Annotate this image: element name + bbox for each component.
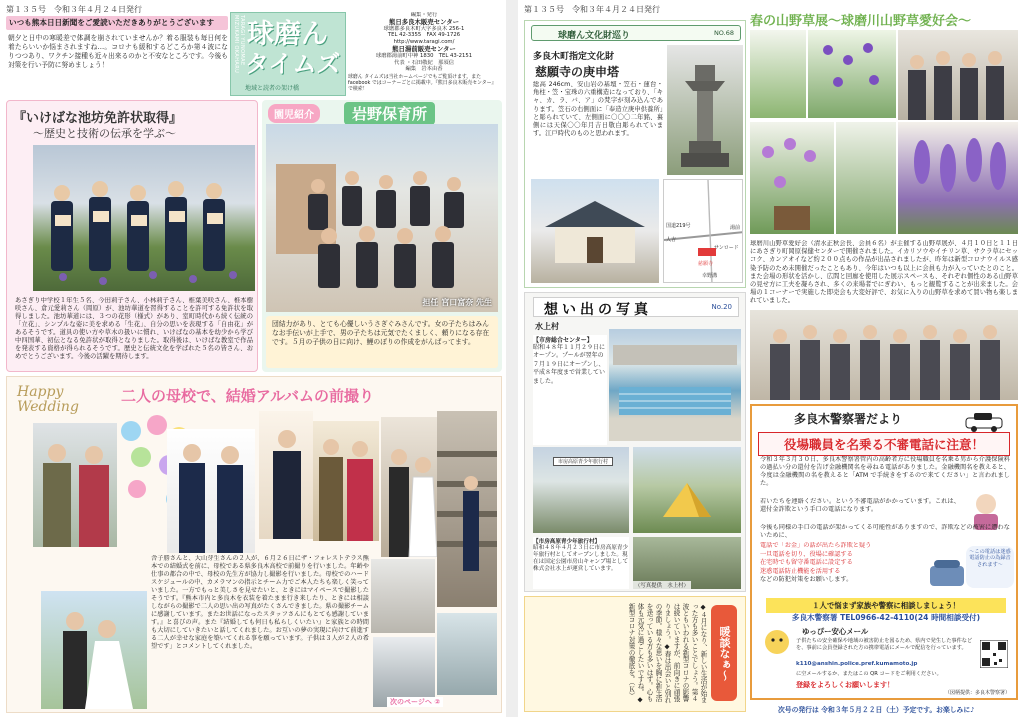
logo-title-line2: タイムズ	[245, 50, 341, 78]
spring-section	[750, 8, 1018, 400]
publisher-note: 球磨ん タイムズは当社ホームページでもご覧頂けます。また facebook ではコーナーごとに掲載中。『熊日多良木販売センター』で検索！	[348, 74, 497, 93]
culture-map-illustration	[664, 180, 743, 283]
memories-caption1-title: 【市房総合センター】	[533, 337, 593, 344]
thanks-banner-text: いつも熊本日日新聞をご愛読いただきありがとうございます	[9, 18, 215, 27]
police-body2: 若いたちを連絡ください。という不審電話がかかっています。これは、還付金詐欺という手口の電話になります。	[760, 498, 960, 513]
wedding-body: 舎子勝さんと、大山芽生さんの２人が、６月２６日にザ・フォレストテラス熊本での結婚式を前に、母校である県多良木高校で前撮りを行いました。年齢や仕事の都合の中で、母校の先生方が協力し撮影を行いました。母校でのハードスケジュールの中、カメラマンの指示とチーム力でご本人たちも楽しく笑っていました。一方でもっと美しさを見せたいと、ときにはマイペースで撮影したそうです。『熊本市内と多良木を衣装を着たまま行き来したり、ときには相談しながらの撮影で二人の思い出の写真がたくさんできました。県の撮影チームに感謝しています。またお世話になったスタッフさんにもとても感謝しています。』と喜びの声。また『結婚しても何日も私らしくいたい』と家族との時間も大切にしていきたいと話してくれました。お互いの夢の実現に向けて前進する二人が幸せな家庭を築いてくれる事を願っています。子供は３人が２人の希望です」とコメントしてくれました。	[151, 555, 369, 650]
culture-section	[524, 20, 746, 288]
wedding-next-page[interactable]: 次のページへ ②	[387, 697, 443, 707]
spring-photo-group	[750, 310, 1018, 400]
police-tips-tail: などの防犯対策をお願いします。	[760, 576, 853, 584]
greeting-text: 朝夕と日中の寒暖差で体調を崩されていませんか？着る服装も毎日何を着たらいいか悩まされますね…。コロナも緩和するどころか第４波になりつつあり、ワクチン接種も近々出来るのかと不安なところです。今後も対策を行い予防に努めましょう！	[8, 34, 228, 69]
logo	[230, 12, 346, 96]
telephone-icon	[926, 556, 968, 588]
essay-text: ◆４月になり、新しい生活が始まった方も多いことでしょう。第４波ともいわれる新型コロナの影響は続いていますが、前向きに頑張りましょう。◆春は出会いと別れの季節。様々な思いを胸に新生活を送っている方も多いはず。心も体も元気に過ごしたいですね。◆新型コロナ対策の徹底を。（Ｋ）	[627, 603, 707, 704]
spring-title: 春の山野草展～球磨川山野草愛好会～	[750, 14, 972, 29]
nursery-body-box	[266, 316, 498, 368]
group-illustration	[750, 310, 1018, 400]
ikebana-photo-illustration	[33, 145, 255, 291]
memories-caption2-title: 【市房高原青少年旅行村】	[533, 539, 601, 545]
mascot-icon	[762, 628, 792, 658]
map-label-yunomae: 湯前	[729, 225, 740, 231]
nursery-body: 団結力があり、とても心優しいうさぎぐみさんです。女の子たちはみんなお手伝いが上手で、男の子たちは元気でたくましく、頼りになる存在です。５月の子供の日に向け、鯉のぼりの作成をがんばってます。	[272, 320, 490, 346]
nursery-name: 岩野保育所	[344, 102, 435, 125]
map-label-route: 国道219号	[666, 223, 691, 229]
police-mail-body: 子供たちの安全確保や地域の被害防止を図るため、県内で発生した事件などを、事前に会員登録された方の携帯電話にメールで配信を行っています。	[796, 638, 973, 651]
wedding-section	[6, 376, 502, 713]
logo-title-line1: 球磨ん	[247, 19, 328, 50]
ikebana-body: あさぎり中学校１年生５名、今田莉子さん、小林莉子さん、椎葉美咲さん、椎本樹咲さん、倉元愛莉さん（岡原）が、池坊華道を習得することを許可する免許状を取得しました。池坊華道には、３つの花形（様式）があり、室町時代から続く伝統の「立花」、シンプルな姿に美を求める「生花」、自分の思いを表現する「自由花」があるそうです。道具の使い方や草木の扱いに慣れ、いけばなの基本を幼少から学び中四国華、初伝となる免許状が取得となりました。取得後は、いけばな教室で作品を発表する資格が得られるそうです。歴史と伝統文化を学ばれた５名の皆さん、おめでとうございます。今後の活躍を期待します。	[15, 297, 253, 360]
memories-photo-camp-sign	[533, 447, 629, 533]
police-consult: １人で悩まず家族や警察に相談しましょう！	[766, 598, 1006, 613]
police-tip-3: 在宅時でも留守番電話に設定する	[760, 559, 853, 567]
wisteria-illustration	[898, 122, 1018, 234]
essay-section	[524, 596, 746, 712]
spring-photo-flowers-3	[750, 122, 834, 234]
culture-header	[531, 25, 741, 41]
temple-illustration	[531, 179, 659, 283]
memories-title-bar	[533, 297, 739, 317]
wedding-photo-8-illustration	[41, 591, 147, 709]
culture-photo-temple	[531, 179, 659, 283]
nursery-photo-illustration	[266, 124, 498, 312]
spring-photo-flowers-2	[808, 30, 896, 118]
memories-section	[524, 292, 746, 592]
spring-photo-flowers-5	[898, 122, 1018, 234]
wedding-photo-6-illustration	[437, 411, 497, 607]
publisher-editor: 編集 岩本由香	[405, 66, 443, 73]
memories-credit: （写真提供 水上村）	[635, 583, 689, 589]
police-mail-addr[interactable]: k110@anshin.police.pref.kumamoto.jp	[796, 661, 918, 667]
publisher-address2: 球磨郡湯前町中神 1830 TEL 43-2151	[375, 52, 473, 59]
police-bubble: ～この電話は迷惑電話防止の為録音されます～	[966, 546, 1014, 588]
wedding-title: 二人の母校で、結婚アルバムの前撮り	[121, 387, 375, 405]
thanks-banner	[6, 16, 228, 30]
wedding-photo-1	[33, 423, 117, 547]
wedding-photo-5-illustration	[381, 417, 437, 557]
publisher-web[interactable]: http://www.taragi.com/	[393, 39, 455, 46]
issue-header-right: 第１３５号 令和３年４月２４日発行	[524, 5, 660, 14]
map-label-temple: 慈願寺	[698, 261, 714, 267]
wedding-photo-8	[41, 591, 147, 709]
wedding-script: Happy Wedding	[17, 384, 79, 415]
police-tips	[760, 542, 926, 590]
police-section	[750, 404, 1018, 700]
ikebana-photo	[33, 145, 255, 291]
ikebana-title: 『いけばな池坊免許状取得』	[13, 111, 183, 126]
memories-caption2	[533, 537, 629, 589]
nursery-photo-credit: 担任 宮口富奈 先生	[422, 298, 492, 307]
publisher-label: 編集・発行	[410, 12, 438, 18]
memories-photo-pool	[609, 329, 741, 441]
memories-number: No.20	[711, 303, 732, 311]
ikebana-section	[6, 100, 258, 372]
memories-photo-tent	[633, 447, 741, 533]
nursery-badge: 園児紹介	[268, 104, 320, 123]
nursery-section	[262, 100, 502, 372]
culture-title: 慈願寺の庚申塔	[535, 65, 620, 79]
culture-body: 総高 246cm、安山岩の基壇・笠石・蓮台・角柱・笠・宝珠の六重構造になっており、「キャ、カ、ラ、バ、ア」の梵字が刻み込んであります。笠石の右側面に「奉造立庚申供養所」と彫られていて、左側面に〇〇〇二年銘、裏側には天保〇〇年月吉日敬白彫られています。江戸時代のものと思われます。	[533, 81, 663, 138]
culture-subtitle: 多良木町指定文化財	[533, 52, 615, 62]
police-tip-4: 迷惑電話防止機能を活用する	[760, 567, 841, 575]
left-page	[0, 0, 506, 717]
logo-subtitle: 地域と読者の架け橋	[245, 85, 300, 92]
police-body1: 令和３年３月３０日、多良木警察署管内の高齢者方に役場職員を名乗る男から介護保険料の過払い分の還付を告げ金融機関名を尋ねる電話がありました。金融機関名を教えると、今度は金融機関の名を教えると「ATM で手続きをするので来てください」と言われました。	[760, 456, 1010, 487]
wedding-photo-3-illustration	[259, 411, 313, 539]
wedding-photo-10	[437, 613, 497, 695]
police-title: 多良木警察署だより	[794, 412, 903, 426]
footer-text: 次号の発行は 令和３年５月２２日（土）予定です。お楽しみに♪	[778, 706, 975, 714]
memories-place: 水上村	[535, 322, 559, 331]
wedding-photo-4-illustration	[313, 421, 379, 541]
wedding-photo-2	[167, 429, 255, 553]
map-label-sunroad: サンロード	[714, 245, 739, 251]
wedding-photo-6	[437, 411, 497, 607]
police-contact[interactable]: 多良木警察署 TEL0966-42-4110(24 時間相談受付)	[791, 613, 981, 622]
spring-body: 球磨川山野草愛好会（清水正秋会長、会員６名）が主催する山野草展が、４月１０日と１１日にあさぎり町岡原保健センターで開催されました。イカリソウやイチリン草、サクラ草にセッコク、カンアオイなど約２００点もの作品が出品されましたが、昨年は新型コロナウイルス感染予防のため未開催だったこともあり、今年はいつも以上に会員も力が入っていたとのこと。また会場の形状を活かし、広間と回廊を使用した展示スペースも、それぞれ個性のある山野草の見せ方に工夫を凝らされ、多くの来場者でにぎわい、もっと観覧することが出来ました。会場の１コーナーで実施した即売会も大変好評で、お気に入りの山野草を求めて買い物も楽しまれていました。	[750, 240, 1018, 305]
flower-illustration-2	[750, 122, 834, 234]
spring-people-illustration	[898, 30, 1018, 120]
map-label-canal: 幸野溝	[702, 273, 718, 279]
publisher-center1: 熊日多良木販売センター	[388, 17, 460, 26]
memories-sign-text: 市房高原青少年旅行村	[553, 457, 613, 466]
culture-map	[663, 179, 743, 283]
tent-illustration	[633, 447, 741, 533]
police-mail-note: に空メールするか、またはこの QR コードをご利用ください。	[796, 671, 942, 677]
culture-number: NO.68	[713, 29, 734, 37]
police-illust-credit: （図柄提供：多良木警察署）	[944, 690, 1010, 696]
issue-header: 第１３５号 令和３年４月２４日発行	[6, 5, 142, 14]
publisher-tel1: TEL 42-3355 FAX 49-1726	[387, 32, 461, 39]
wedding-photo-4	[313, 421, 379, 541]
memories-title: 想い出の写真	[544, 302, 652, 317]
flower-illustration-1	[808, 30, 896, 118]
publisher-box	[348, 12, 500, 96]
wedding-photo-7	[371, 559, 435, 633]
pool-illustration	[609, 329, 741, 441]
police-body3: 今後も同様の手口の電話が架かってくる可能性がありますので、詐欺などの被害に遭わないために、	[760, 524, 1010, 539]
wedding-photo-3	[259, 411, 313, 539]
memories-caption2-body: 昭和４８年４月２３日に市房高原青少年旅行村としてオープンしました。現在は国定公園市房山キャンプ場として株式会社水上が運営しています。	[533, 545, 629, 572]
police-mail-title: ゆっぴー安心メール	[802, 627, 869, 636]
page-gutter	[506, 0, 518, 717]
culture-series: 球磨ん文化財巡り	[558, 31, 631, 41]
police-car-icon	[964, 410, 1004, 432]
spring-photo-people	[898, 30, 1018, 120]
memories-caption1-body: 昭和４８年１１月２９日にオープン。プールが翌年の７月１９日にオープンし、平成８年度まで営業していました。	[533, 344, 606, 385]
spring-photo-flowers-1	[750, 30, 806, 118]
map-label-hitoyoshi: 人吉	[666, 237, 677, 243]
police-alert: 役場職員を名乗る不審電話に注意！	[758, 432, 1010, 456]
police-register: 登録をよろしくお願いします！	[796, 681, 894, 689]
police-tip-1: 電話で「お金」の話が出たら詐欺と疑う	[760, 542, 872, 549]
spring-photo-flowers-4	[836, 122, 896, 234]
wedding-photo-5	[381, 417, 437, 557]
wedding-photo-1-illustration	[33, 423, 117, 547]
culture-photo-stone	[667, 45, 743, 175]
memories-photo-campsite	[633, 537, 741, 589]
right-page	[518, 0, 1024, 717]
nursery-photo	[266, 124, 498, 312]
publisher-staff: 代表 ・石田敬紀 那須信	[394, 59, 454, 66]
qr-code-icon[interactable]	[980, 640, 1008, 668]
publisher-address1: 球磨郡多良木町大字多良木 256-1	[383, 25, 465, 32]
memories-caption1	[533, 335, 607, 445]
ikebana-subtitle: ～歴史と技術の伝承を学ぶ～	[33, 127, 176, 140]
stone-pagoda-illustration	[667, 45, 743, 175]
essay-text-wrap	[531, 603, 707, 707]
essay-label: 暖談なぁ～	[711, 605, 737, 701]
publisher-center2: 熊日湯前販売センター	[392, 44, 456, 53]
police-tip-2: 一旦電話を切り、役場に確認する	[760, 550, 853, 558]
wedding-photo-2-illustration	[167, 429, 255, 553]
logo-vertical-text: TARAGI YUNOMAE MIZUKAMI OKAHARU	[233, 15, 245, 74]
